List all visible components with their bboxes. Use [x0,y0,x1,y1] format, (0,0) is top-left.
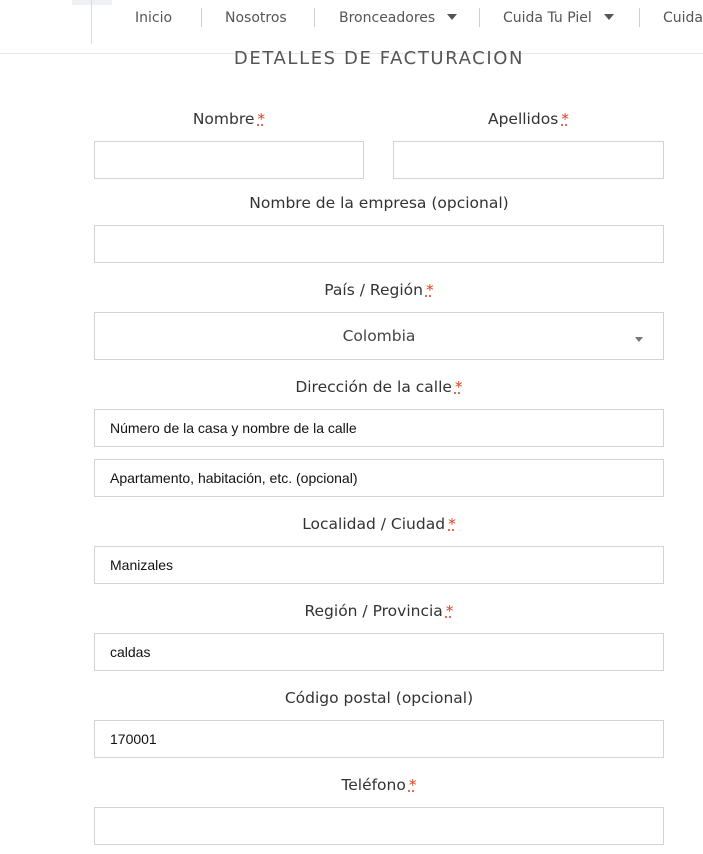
first-name-label-text: Nombre [192,110,255,128]
street-line1-placeholder: Número de la casa y nombre de la calle [110,420,357,436]
state-input[interactable] [94,633,664,671]
phone-label-text: Teléfono [341,776,406,794]
required-marker: * [561,110,570,128]
nav-item-cuida-tu-piel[interactable] [503,0,614,36]
city-label [94,515,664,533]
first-name-label [94,110,364,128]
country-label-text: País / Región [324,281,423,299]
first-name-input[interactable] [94,141,364,179]
postcode-input[interactable] [94,720,664,758]
country-selected-value: Colombia [342,327,416,345]
required-marker: * [257,110,266,128]
nav-separator [314,8,315,27]
postcode-label: Código postal (opcional) [284,689,474,707]
state-label [94,602,664,620]
nav-item-label: Cuida [663,10,703,26]
required-marker: * [445,602,454,620]
last-name-label-text: Apellidos [487,110,559,128]
required-marker: * [448,515,456,533]
required-marker: * [454,378,463,396]
nav-item-label: Inicio [135,10,173,26]
chevron-down-icon [635,337,643,342]
nav-item-label: Cuida Tu Piel [503,10,592,26]
street-line1-input[interactable] [94,409,664,447]
nav-item-label: Nosotros [225,10,287,26]
street-label-text: Dirección de la calle [295,378,452,396]
chevron-down-icon [447,14,457,20]
postcode-value: 170001 [110,731,157,747]
required-marker: * [425,281,434,299]
city-input[interactable] [94,546,664,584]
last-name-label [393,110,664,128]
nav-item-label: Bronceadores [339,10,436,26]
nav-item-bronceadores[interactable] [339,0,457,36]
nav-item-cuida[interactable] [663,0,703,36]
street-label [94,378,664,396]
street-line2-placeholder: Apartamento, habitación, etc. (opcional) [110,470,358,486]
city-label-text: Localidad / Ciudad [302,515,446,533]
nav-separator [479,8,480,27]
top-navigation-bar [0,0,703,54]
nav-item-nosotros[interactable] [225,0,287,36]
required-marker: * [408,776,417,794]
country-label [94,281,664,299]
nav-separator [201,8,202,27]
street-line2-input[interactable] [94,459,664,497]
company-input[interactable] [94,225,664,263]
phone-input[interactable] [94,807,664,845]
billing-details-title: DETALLES DE FACTURACION [233,48,525,69]
chevron-down-icon [604,14,614,20]
city-value: Manizales [110,557,174,573]
main-menu [0,0,703,36]
phone-label [94,776,664,794]
nav-separator [639,8,640,27]
state-label-text: Región / Provincia [304,602,443,620]
state-value: caldas [110,644,151,660]
company-label: Nombre de la empresa (opcional) [249,194,509,212]
country-select[interactable] [94,312,664,360]
last-name-input[interactable] [393,141,664,179]
nav-item-inicio[interactable] [135,0,172,36]
